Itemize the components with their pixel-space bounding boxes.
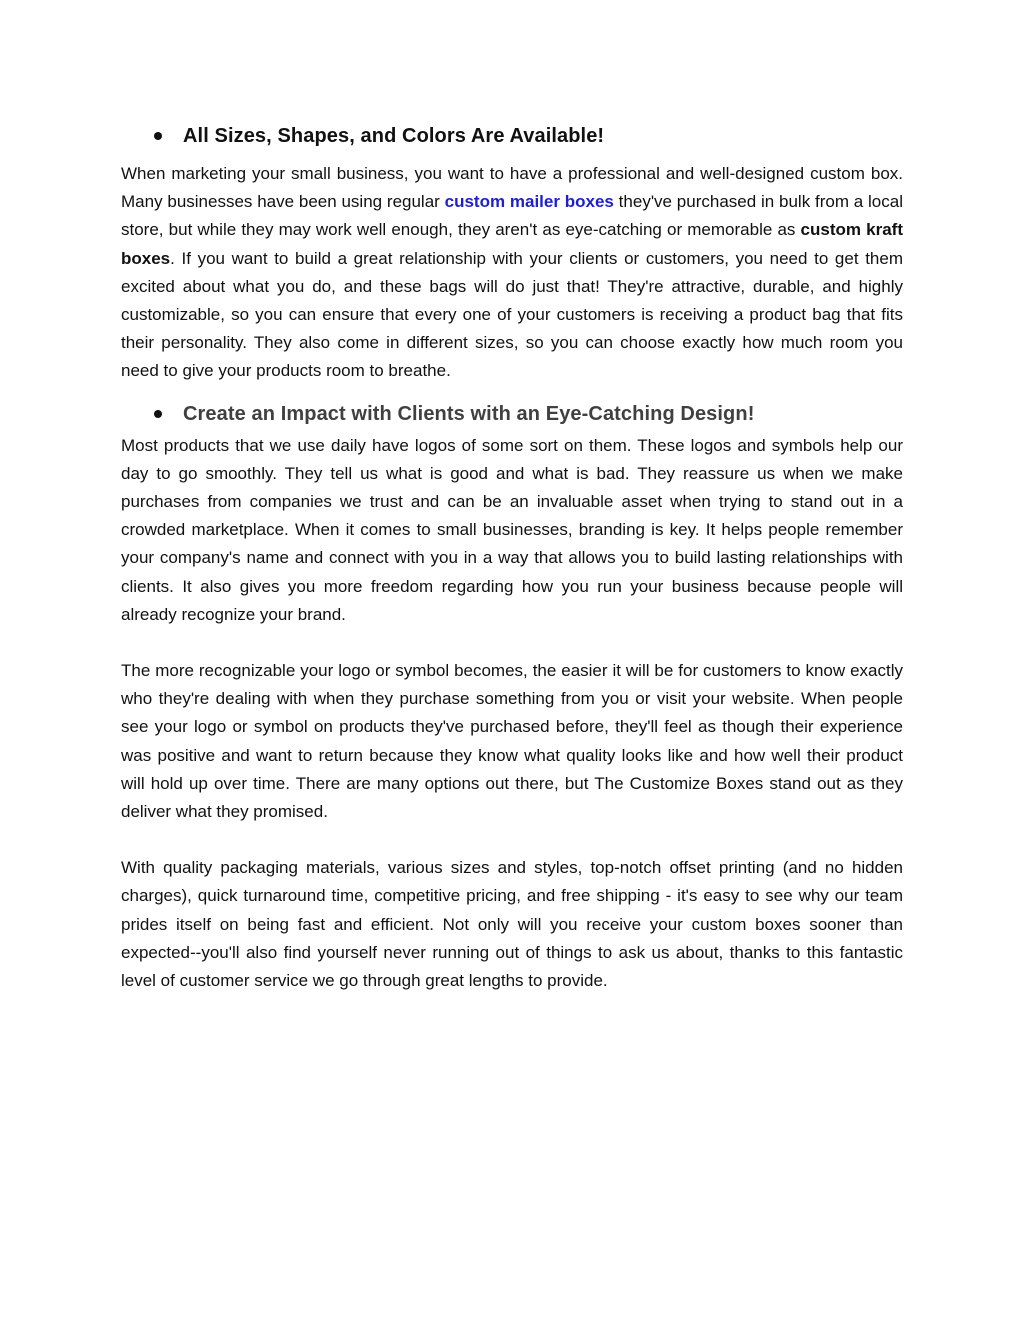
paragraph-marketing bbox=[121, 160, 903, 386]
paragraph-marketing-part2: they've purchased in bulk from a local store, but while they may work well enough, they aren't as eye-catching or memorable as bbox=[121, 192, 903, 240]
paragraph-marketing-part3: . If you want to build a great relationship with your clients or customers, you need to get them excited about what you do, and these bags will do just that! They're attractive, durable, and highly customizable, so you can ensure that every one of your customers is receiving a product bag that fits their personality. They also come in different sizes, so you can choose exactly how much room you need to give your products room to breathe. bbox=[121, 248, 903, 381]
paragraph-quality: With quality packaging materials, various sizes and styles, top-notch offset printing (and no hidden charges), quick turnaround time, competitive pricing, and free shipping - it's easy to see why our team prides itself on being fast and efficient. Not only will you receive your custom boxes sooner than expected--you'll also find yourself never running out of things to ask us about, thanks to this fantastic level of customer service we go through great lengths to provide. bbox=[121, 858, 903, 991]
bullet-icon bbox=[154, 410, 162, 418]
section-heading-sizes bbox=[151, 118, 903, 154]
paragraph-marketing-part1: When marketing your small business, you want to have a professional and well-designed custom box. Many businesses have been using regular bbox=[121, 164, 903, 212]
document-page bbox=[121, 118, 903, 995]
section-heading-impact bbox=[151, 396, 903, 432]
custom-mailer-boxes-link[interactable]: custom mailer boxes bbox=[444, 192, 614, 212]
section-heading-sizes-text: All Sizes, Shapes, and Colors Are Available! bbox=[183, 125, 605, 147]
custom-kraft-boxes-text: custom kraft boxes bbox=[121, 220, 903, 268]
section-heading-impact-text: Create an Impact with Clients with an Eye-Catching Design! bbox=[183, 402, 755, 425]
bullet-icon bbox=[154, 132, 162, 140]
paragraph-recognizable: The more recognizable your logo or symbol becomes, the easier it will be for customers to know exactly who they're dealing with when they purchase something from you or visit your website. When people see your logo or symbol on products they've purchased before, they'll feel as though their experience was positive and want to return because they know what quality looks like and how well their product will hold up over time. There are many options out there, but The Customize Boxes stand out as they deliver what they promised. bbox=[121, 661, 903, 822]
paragraph-logos: Most products that we use daily have logos of some sort on them. These logos and symbols help our day to go smoothly. They tell us what is good and what is bad. They reassure us when we make purchases from companies we trust and can be an invaluable asset when trying to stand out in a crowded marketplace. When it comes to small businesses, branding is key. It helps people remember your company's name and connect with you in a way that allows you to build lasting relationships with clients. It also gives you more freedom regarding how you run your business because people will already recognize your brand. bbox=[121, 435, 903, 624]
